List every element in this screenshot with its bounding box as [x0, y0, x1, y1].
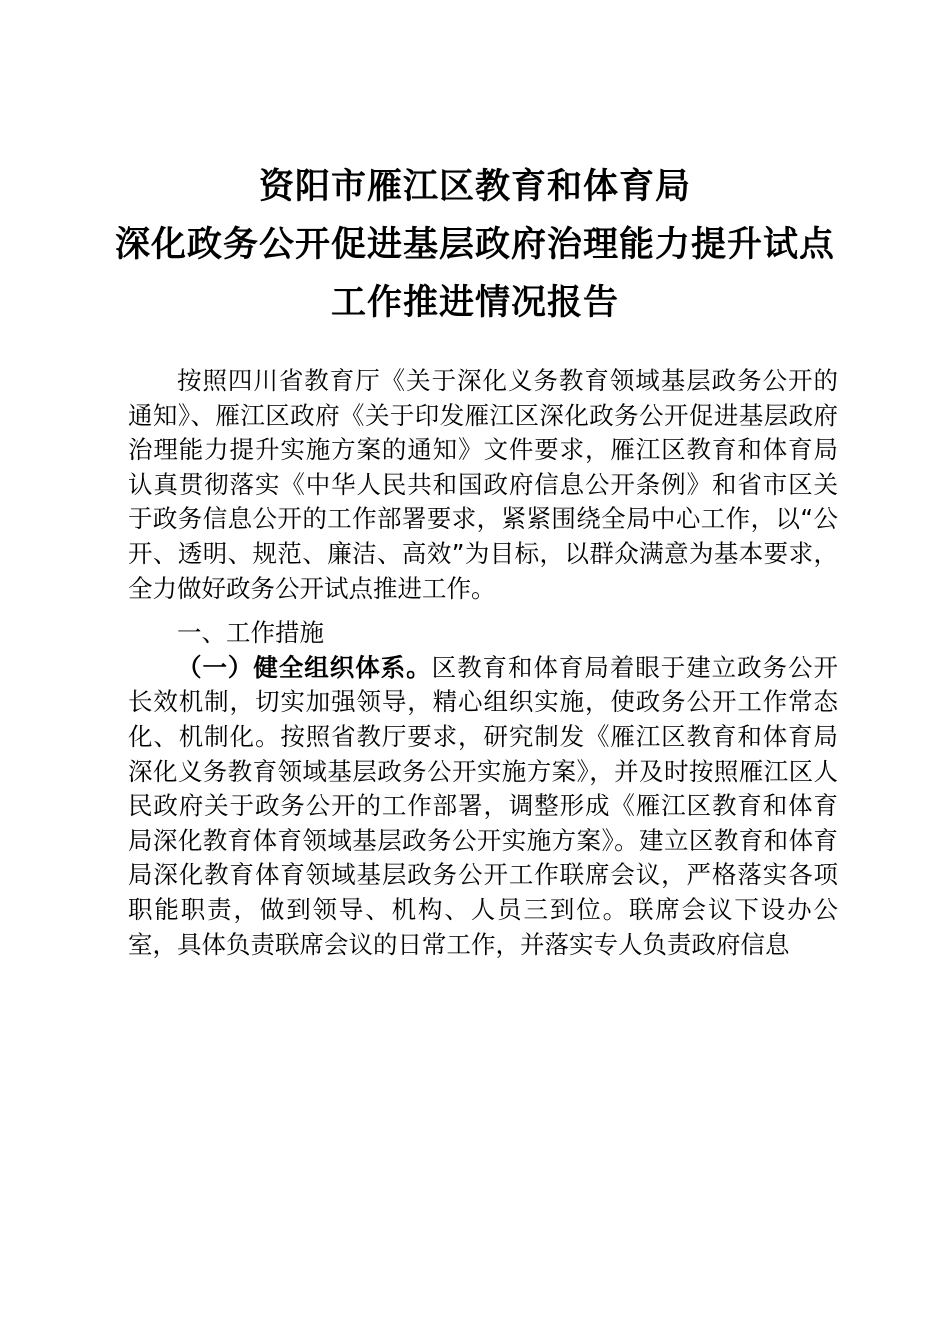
title-line-1: 资阳市雁江区教育和体育局 [258, 166, 691, 207]
title-line-3: 工作推进情况报告 [330, 282, 619, 323]
section-heading: 一、工作措施 [177, 618, 324, 648]
subsection-text: 区教育和体育局着眼于建立政务公开长效机制，切实加强领导，精心组织实施，使政务公开工作常态化、机制化。按照省教厅要求，研究制发《雁江区教育和体育局深化义务教育领域基层政务公开实施方案》，并及时按照雁江区人民政府关于政务公开的工作部署，调整形成《雁江区教育和体育局深化教育体育领域基层政务公开实施方案》。建立区教育和体育局深化教育体育领域基层政务公开工作联席会议，严格落实各项职能职责，做到领导、机构、人员三到位。联席会议下设办公室，具体负责联席会议的日常工作，并落实专人负责政府信息 [128, 652, 839, 959]
subsection-lead: （一）健全组织体系。 [177, 652, 432, 682]
subsection-paragraph [128, 651, 838, 962]
title-line-2: 深化政务公开促进基层政府治理能力提升试点 [114, 224, 835, 265]
document-title [60, 158, 890, 332]
intro-paragraph: 按照四川省教育厅《关于深化义务教育领域基层政务公开的通知》、雁江区政府《关于印发雁江区深化政务公开促进基层政府治理能力提升实施方案的通知》文件要求，雁江区教育和体育局认真贯彻落实《中华人民共和国政府信息公开条例》和省市区关于政务信息公开的工作部署要求，紧紧围绕全局中心工作，以“公开、透明、规范、廉洁、高效”为目标，以群众满意为基本要求，全力做好政务公开试点推进工作。 [128, 366, 838, 603]
document-body [128, 364, 838, 962]
